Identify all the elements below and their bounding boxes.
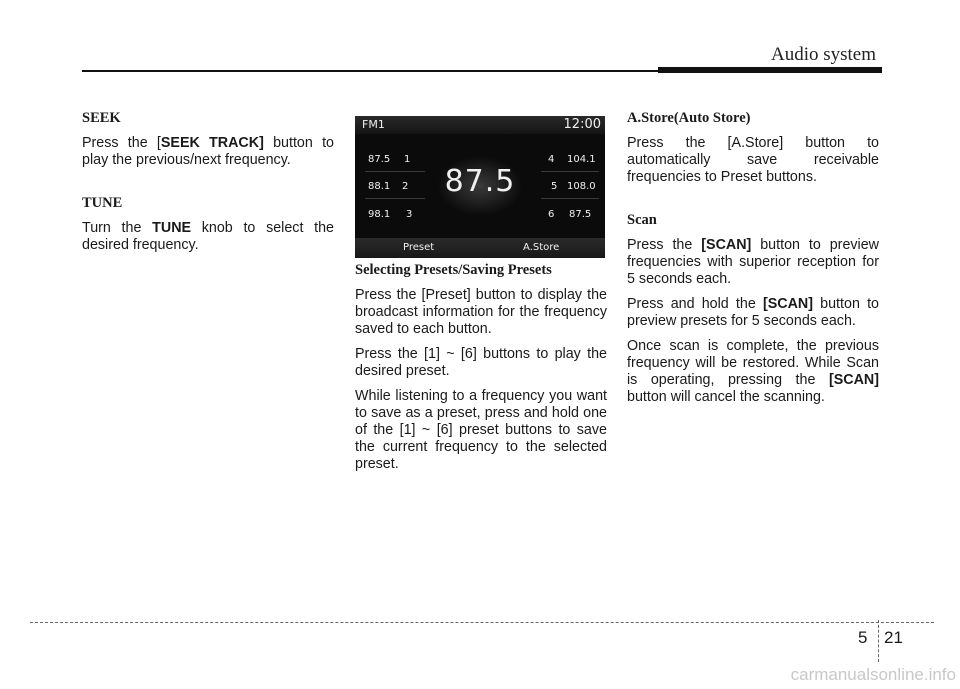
preset-5-freq: 108.0 [567,181,596,192]
scan1-text-b: button to preview frequencies with superior reception for 5 seconds each. [627,237,879,287]
footer-divider [878,620,879,662]
chapter-number: 5 [858,628,868,647]
screen-clock: 12:00 [563,117,601,132]
astore-button: A.Store [523,242,560,253]
scan-button-ref: [SCAN] [701,237,752,253]
scan-button-ref: [SCAN] [828,372,879,388]
seek-heading: SEEK [82,110,121,126]
preset-2-num: 2 [402,181,409,192]
scan2-text-a: Press and hold the [627,296,763,312]
scan-heading: Scan [627,212,657,228]
scan3-text-a: Once scan is complete, the previous frequency will be restored. While Scan is operating, pressing the [627,338,879,388]
column-seek-tune [82,110,334,262]
astore-paragraph: Press the [A.Store] button to automatically save receivable frequencies to Preset buttons. [627,135,879,185]
column-presets [355,262,607,481]
preset-3-num: 3 [406,209,413,220]
astore-heading: A.Store(Auto Store) [627,110,751,126]
presets-paragraph-2: Press the [1] ~ [6] buttons to play the desired preset. [355,346,607,379]
preset-separator [365,171,425,172]
scan-paragraph-3 [627,338,879,406]
preset-6-freq: 87.5 [569,209,592,220]
screen-band-label: FM1 [362,118,385,131]
header-rule-accent [658,67,882,73]
presets-paragraph-3: While listening to a frequency you want to save as a preset, press and hold one of the [1] ~ [6] preset buttons to save the current frequency to the selected preset. [355,388,607,472]
tune-text-a: Turn the [82,220,153,236]
tune-paragraph [82,220,334,254]
preset-5-num: 5 [551,181,558,192]
tune-text-b: knob to select the desired frequency. [82,220,334,253]
seek-text-a: Press the [ [82,135,161,151]
presets-paragraph-1: Press the [Preset] button to display the broadcast information for the frequency saved to each button. [355,287,607,337]
scan1-text-a: Press the [627,237,702,253]
presets-heading: Selecting Presets/Saving Presets [355,262,552,278]
tune-heading: TUNE [82,195,123,211]
preset-button: Preset [403,242,435,253]
preset-separator [541,198,599,199]
scan-paragraph-1 [627,237,879,288]
preset-3-freq: 98.1 [368,209,391,220]
scan3-text-b: button will cancel the scanning. [627,389,825,405]
preset-6-num: 6 [548,209,555,220]
preset-1-num: 1 [404,154,411,165]
scan2-text-b: button to preview presets for 5 seconds each. [627,296,879,329]
preset-4-freq: 104.1 [567,154,596,165]
preset-2-freq: 88.1 [368,181,391,192]
seek-text-b: button to play the previous/next frequency. [82,135,334,168]
scan-paragraph-2 [627,296,879,330]
preset-4-num: 4 [548,154,555,165]
watermark: carmanualsonline.info [790,665,956,684]
seek-paragraph [82,135,334,169]
tune-knob-ref: TUNE [152,220,192,236]
radio-screen-image [355,116,605,258]
preset-separator [365,198,425,199]
page-number: 21 [884,628,903,647]
preset-separator [541,171,599,172]
page-header-title: Audio system [770,44,876,65]
preset-1-freq: 87.5 [368,154,391,165]
screen-frequency: 87.5 [444,164,516,199]
column-astore-scan [627,110,879,414]
seek-track-button-ref: SEEK TRACK] [160,135,264,151]
screen-button-bar [355,238,605,258]
footer-rule [30,622,934,623]
scan-button-ref: [SCAN] [762,296,813,312]
